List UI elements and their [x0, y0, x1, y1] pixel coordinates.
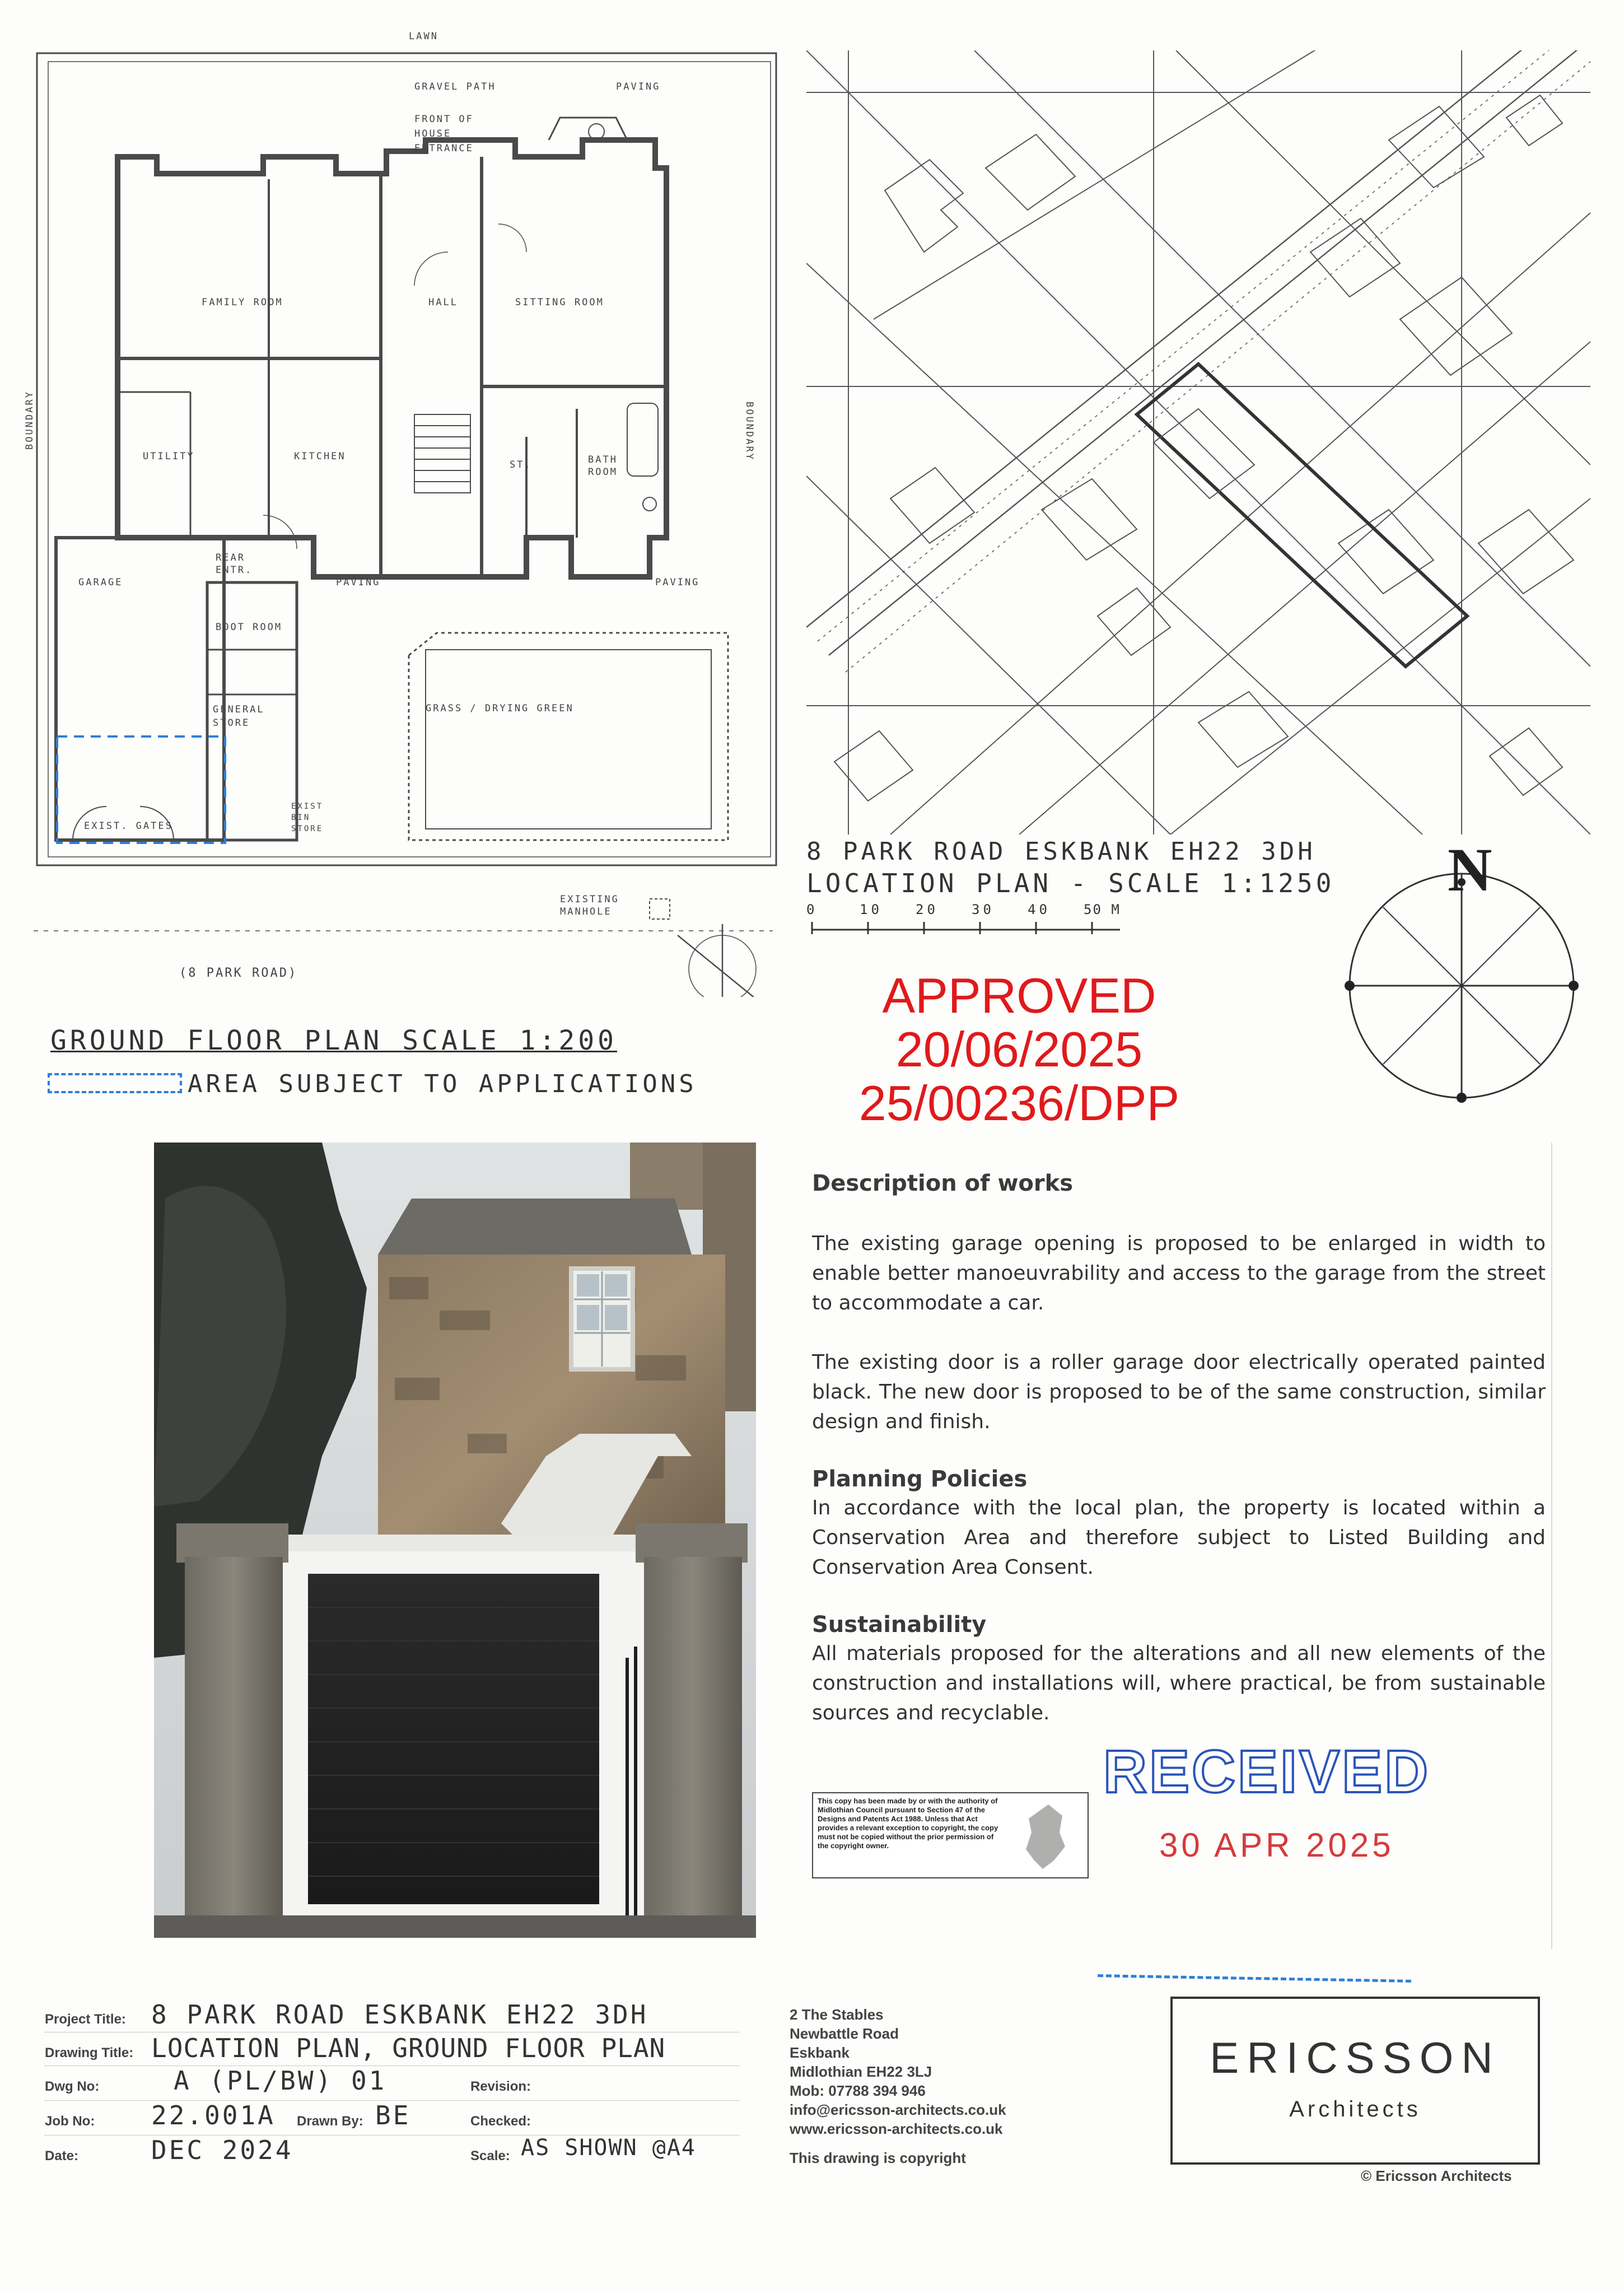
ground-floor-plan [22, 22, 784, 997]
label-front-entrance: FRONT OF HOUSE ENTRANCE [414, 114, 474, 154]
location-title: LOCATION PLAN - SCALE 1:1250 [806, 868, 1335, 898]
scale-tick-0: 0 [806, 902, 818, 917]
location-plan [806, 50, 1590, 834]
description-panel [801, 1143, 1552, 1949]
sustainability-para: All materials proposed for the alterations and all new elements of the construction and installations will, where practical, be from sustainable sources and recyclable. [812, 1642, 1546, 1724]
label-kitchen: KITCHEN [294, 451, 346, 462]
floor-plan-title: GROUND FLOOR PLAN SCALE 1:200 [50, 1025, 618, 1056]
label-grass: GRASS / DRYING GREEN [426, 703, 574, 714]
scale-bar [806, 902, 1142, 941]
address-line-3: Eskbank [790, 2044, 850, 2061]
drawing-title-value: LOCATION PLAN, GROUND FLOOR PLAN [151, 2033, 666, 2063]
description-heading: Description of works [812, 1171, 1074, 1196]
date-value: DEC 2024 [151, 2135, 293, 2165]
approval-reference: 25/00236/DPP [858, 1075, 1180, 1131]
scale-tick-50: 50 M [1084, 902, 1121, 917]
label-sitting-room: SITTING ROOM [515, 297, 604, 308]
label-lawn: LAWN [409, 31, 438, 42]
scale-tick-30: 30 [972, 902, 995, 917]
project-title-label: Project Title: [45, 2012, 126, 2027]
approved-word: APPROVED [882, 968, 1156, 1023]
copyright-footer: © Ericsson Architects [1361, 2167, 1512, 2184]
job-no-value: 22.001A [151, 2100, 276, 2130]
address-line-4: Midlothian EH22 3LJ [790, 2063, 932, 2080]
label-general-store: GENERAL STORE [213, 704, 265, 729]
drawn-by-value: BE [375, 2100, 411, 2130]
checked-label: Checked: [470, 2114, 531, 2129]
copyright-line: This drawing is copyright [790, 2150, 966, 2166]
floor-plan-legend [48, 1070, 753, 1103]
midlothian-crest-icon [1009, 1799, 1076, 1872]
label-rear-entr: REAR ENTR. [216, 552, 253, 576]
label-paving-mid: PAVING [336, 577, 381, 588]
received-word: RECEIVED [1103, 1737, 1431, 1805]
address-email: info@ericsson-architects.co.uk [790, 2101, 1006, 2118]
logo-name: ERICSSON [1210, 2033, 1501, 2082]
address-mobile: Mob: 07788 394 946 [790, 2082, 926, 2099]
legend-dashed-box-icon [48, 1073, 182, 1093]
logo-sub: Architects [1289, 2097, 1421, 2122]
label-garage: GARAGE [78, 577, 123, 588]
description-para-2: The existing door is a roller garage door electrically operated painted black. The new door is proposed to be of the same construction, similar design and finish. [812, 1351, 1546, 1433]
received-stamp [1103, 1736, 1431, 1882]
approved-date: 20/06/2025 [895, 1022, 1143, 1077]
address-line-2: Newbattle Road [790, 2025, 899, 2042]
label-road: (8 PARK ROAD) [179, 966, 298, 980]
label-gravel-path: GRAVEL PATH [414, 81, 496, 92]
project-title-value: 8 PARK ROAD ESKBANK EH22 3DH [151, 1999, 648, 2030]
label-boot-room: BOOT ROOM [216, 622, 283, 633]
north-compass [1333, 834, 1590, 1126]
label-exist-bin-store: EXIST BIN STORE [291, 802, 324, 833]
copyright-notice-box [812, 1792, 1089, 1878]
address-line-1: 2 The Stables [790, 2006, 884, 2023]
received-date: 30 APR 2025 [1159, 1826, 1394, 1864]
planning-para: In accordance with the local plan, the property is located within a Conservation Area and therefore subject to Listed Building and Conservation Area Consent. [812, 1496, 1546, 1579]
location-plan-map [806, 50, 1590, 834]
title-block-divider-2 [45, 2065, 739, 2066]
title-block [45, 1999, 773, 2167]
label-paving-top: PAVING [616, 81, 661, 92]
dwg-no-label: Dwg No: [45, 2079, 100, 2094]
drawn-by-label: Drawn By: [297, 2114, 363, 2129]
approval-stamp [806, 969, 1232, 1130]
label-exist-gates: EXIST. GATES [84, 820, 173, 832]
north-letter: N [1448, 836, 1492, 904]
label-paving-right: PAVING [655, 577, 700, 588]
label-boundary-right: BOUNDARY [743, 402, 755, 461]
address-website: www.ericsson-architects.co.uk [790, 2120, 1003, 2137]
title-block-divider-3 [45, 2100, 739, 2101]
revision-label: Revision: [470, 2079, 531, 2094]
scale-tick-10: 10 [860, 902, 883, 917]
label-hall: HALL [428, 297, 458, 308]
address-block [790, 2005, 1103, 2167]
label-family-room: FAMILY ROOM [202, 297, 283, 308]
planning-heading: Planning Policies [812, 1466, 1028, 1492]
date-label: Date: [45, 2148, 79, 2164]
label-st: ST. [510, 459, 532, 470]
blue-dashed-line [1098, 1974, 1411, 1983]
label-utility: UTILITY [143, 451, 195, 462]
scale-tick-20: 20 [916, 902, 939, 917]
location-address: 8 PARK ROAD ESKBANK EH22 3DH [806, 837, 1316, 866]
title-block-divider-4 [45, 2135, 739, 2136]
sustainability-heading: Sustainability [812, 1612, 987, 1638]
floor-plan-drawing [22, 22, 784, 997]
garage-photo [154, 1143, 756, 1938]
label-exist-manhole: EXISTING MANHOLE [560, 894, 619, 917]
label-bathroom: BATH ROOM [588, 454, 618, 478]
scale-value: AS SHOWN @A4 [521, 2135, 696, 2161]
label-boundary-left: BOUNDARY [24, 390, 35, 450]
description-para-1: The existing garage opening is proposed to be enlarged in width to enable better manoeuvrability and access to the garage from the street to accommodate a car. [812, 1232, 1546, 1314]
copyright-notice-text: This copy has been made by or with the authority of Midlothian Council pursuant to Section 47 of the Designs and Patents Act 1988. Unless that Act provides a relevant exception to copyright, the copy must not be copied without the prior permission of the copyright owner. [818, 1797, 998, 1850]
job-no-label: Job No: [45, 2114, 95, 2129]
ericsson-logo [1170, 1997, 1540, 2165]
garage-photo-illustration [154, 1143, 756, 1938]
legend-text: AREA SUBJECT TO APPLICATIONS [188, 1070, 697, 1098]
drawing-title-label: Drawing Title: [45, 2045, 134, 2060]
scale-label: Scale: [470, 2148, 510, 2164]
scale-tick-40: 40 [1028, 902, 1051, 917]
dwg-no-value: A (PL/BW) 01 [174, 2065, 387, 2096]
